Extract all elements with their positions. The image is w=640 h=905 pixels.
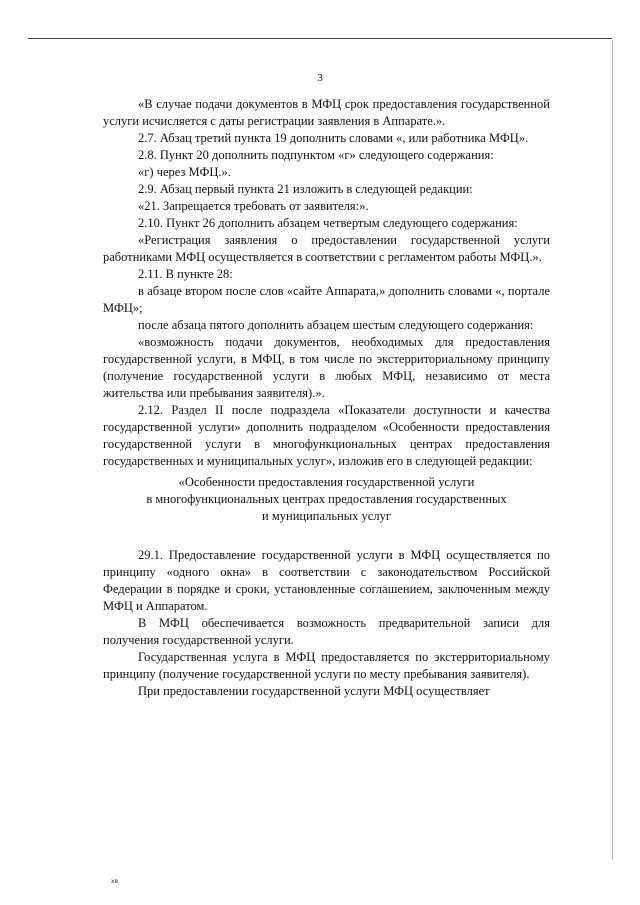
paragraph: 2.10. Пункт 26 дополнить абзацем четвертым следующего содержания: xyxy=(138,216,518,230)
paragraph: «г) через МФЦ.». xyxy=(138,165,231,179)
paragraph: «В случае подачи документов в МФЦ срок предоставления государственной услуги исчисляется с даты регистрации заявления в Аппарате.». xyxy=(103,97,550,128)
paragraph: 2.11. В пункте 28: xyxy=(138,267,233,281)
section-paragraph: Государственная услуга в МФЦ предоставляется по экстерриториальному принципу (получение государственной услуги по месту пребывания заявителя). xyxy=(103,650,550,681)
paragraph: 2.7. Абзац третий пункта 19 дополнить словами «, или работника МФЦ». xyxy=(138,131,529,145)
scan-right-edge xyxy=(612,40,613,860)
paragraph: в абзаце втором после слов «сайте Аппарата,» дополнить словами «, портале МФЦ»; xyxy=(103,284,550,315)
paragraph: «21. Запрещается требовать от заявителя:». xyxy=(138,199,369,213)
section-heading-line: в многофункциональных центрах предоставления государственных xyxy=(146,492,507,506)
section-paragraph: 29.1. Предоставление государственной услуги в МФЦ осуществляется по принципу «одного окна» в соответствии с законодательством Российской Федерации в порядке и сроки, установленные соглашением, заключенным между МФЦ и Аппаратом. xyxy=(103,548,550,613)
paragraph: 2.9. Абзац первый пункта 21 изложить в следующей редакции: xyxy=(138,182,473,196)
section-heading xyxy=(103,474,550,525)
section-heading-line: «Особенности предоставления государственной услуги xyxy=(178,475,475,489)
paragraph: после абзаца пятого дополнить абзацем шестым следующего содержания: xyxy=(138,318,534,332)
paragraph: 2.12. Раздел II после подраздела «Показатели доступности и качества государственной услуги» дополнить подразделом «Особенности предоставления государственной услуги в многофункциональных центрах предоставления государственных и муниципальных услуг», изложив его в следующей редакции: xyxy=(103,403,550,468)
paragraph: «Регистрация заявления о предоставлении государственной услуги работниками МФЦ осуществляется в соответствии с регламентом работы МФЦ.». xyxy=(103,233,550,264)
section-paragraph: При предоставлении государственной услуги МФЦ осуществляет xyxy=(138,684,490,698)
paragraph: 2.8. Пункт 20 дополнить подпунктом «г» следующего содержания: xyxy=(138,148,494,162)
paragraph: «возможность подачи документов, необходимых для предоставления государственной услуги, в МФЦ, в том числе по экстерриториальному принципу (получение государственной услуги в любых МФЦ, независимо от места жительства или пребывания заявителя).». xyxy=(103,335,550,400)
section-paragraph: В МФЦ обеспечивается возможность предварительной записи для получения государственной услуги. xyxy=(103,616,550,647)
footer-initials: хв xyxy=(111,878,119,885)
scan-top-border xyxy=(28,38,612,39)
document-body xyxy=(103,96,550,700)
section-heading-line: и муниципальных услуг xyxy=(262,509,391,523)
page-number: 3 xyxy=(317,72,323,84)
